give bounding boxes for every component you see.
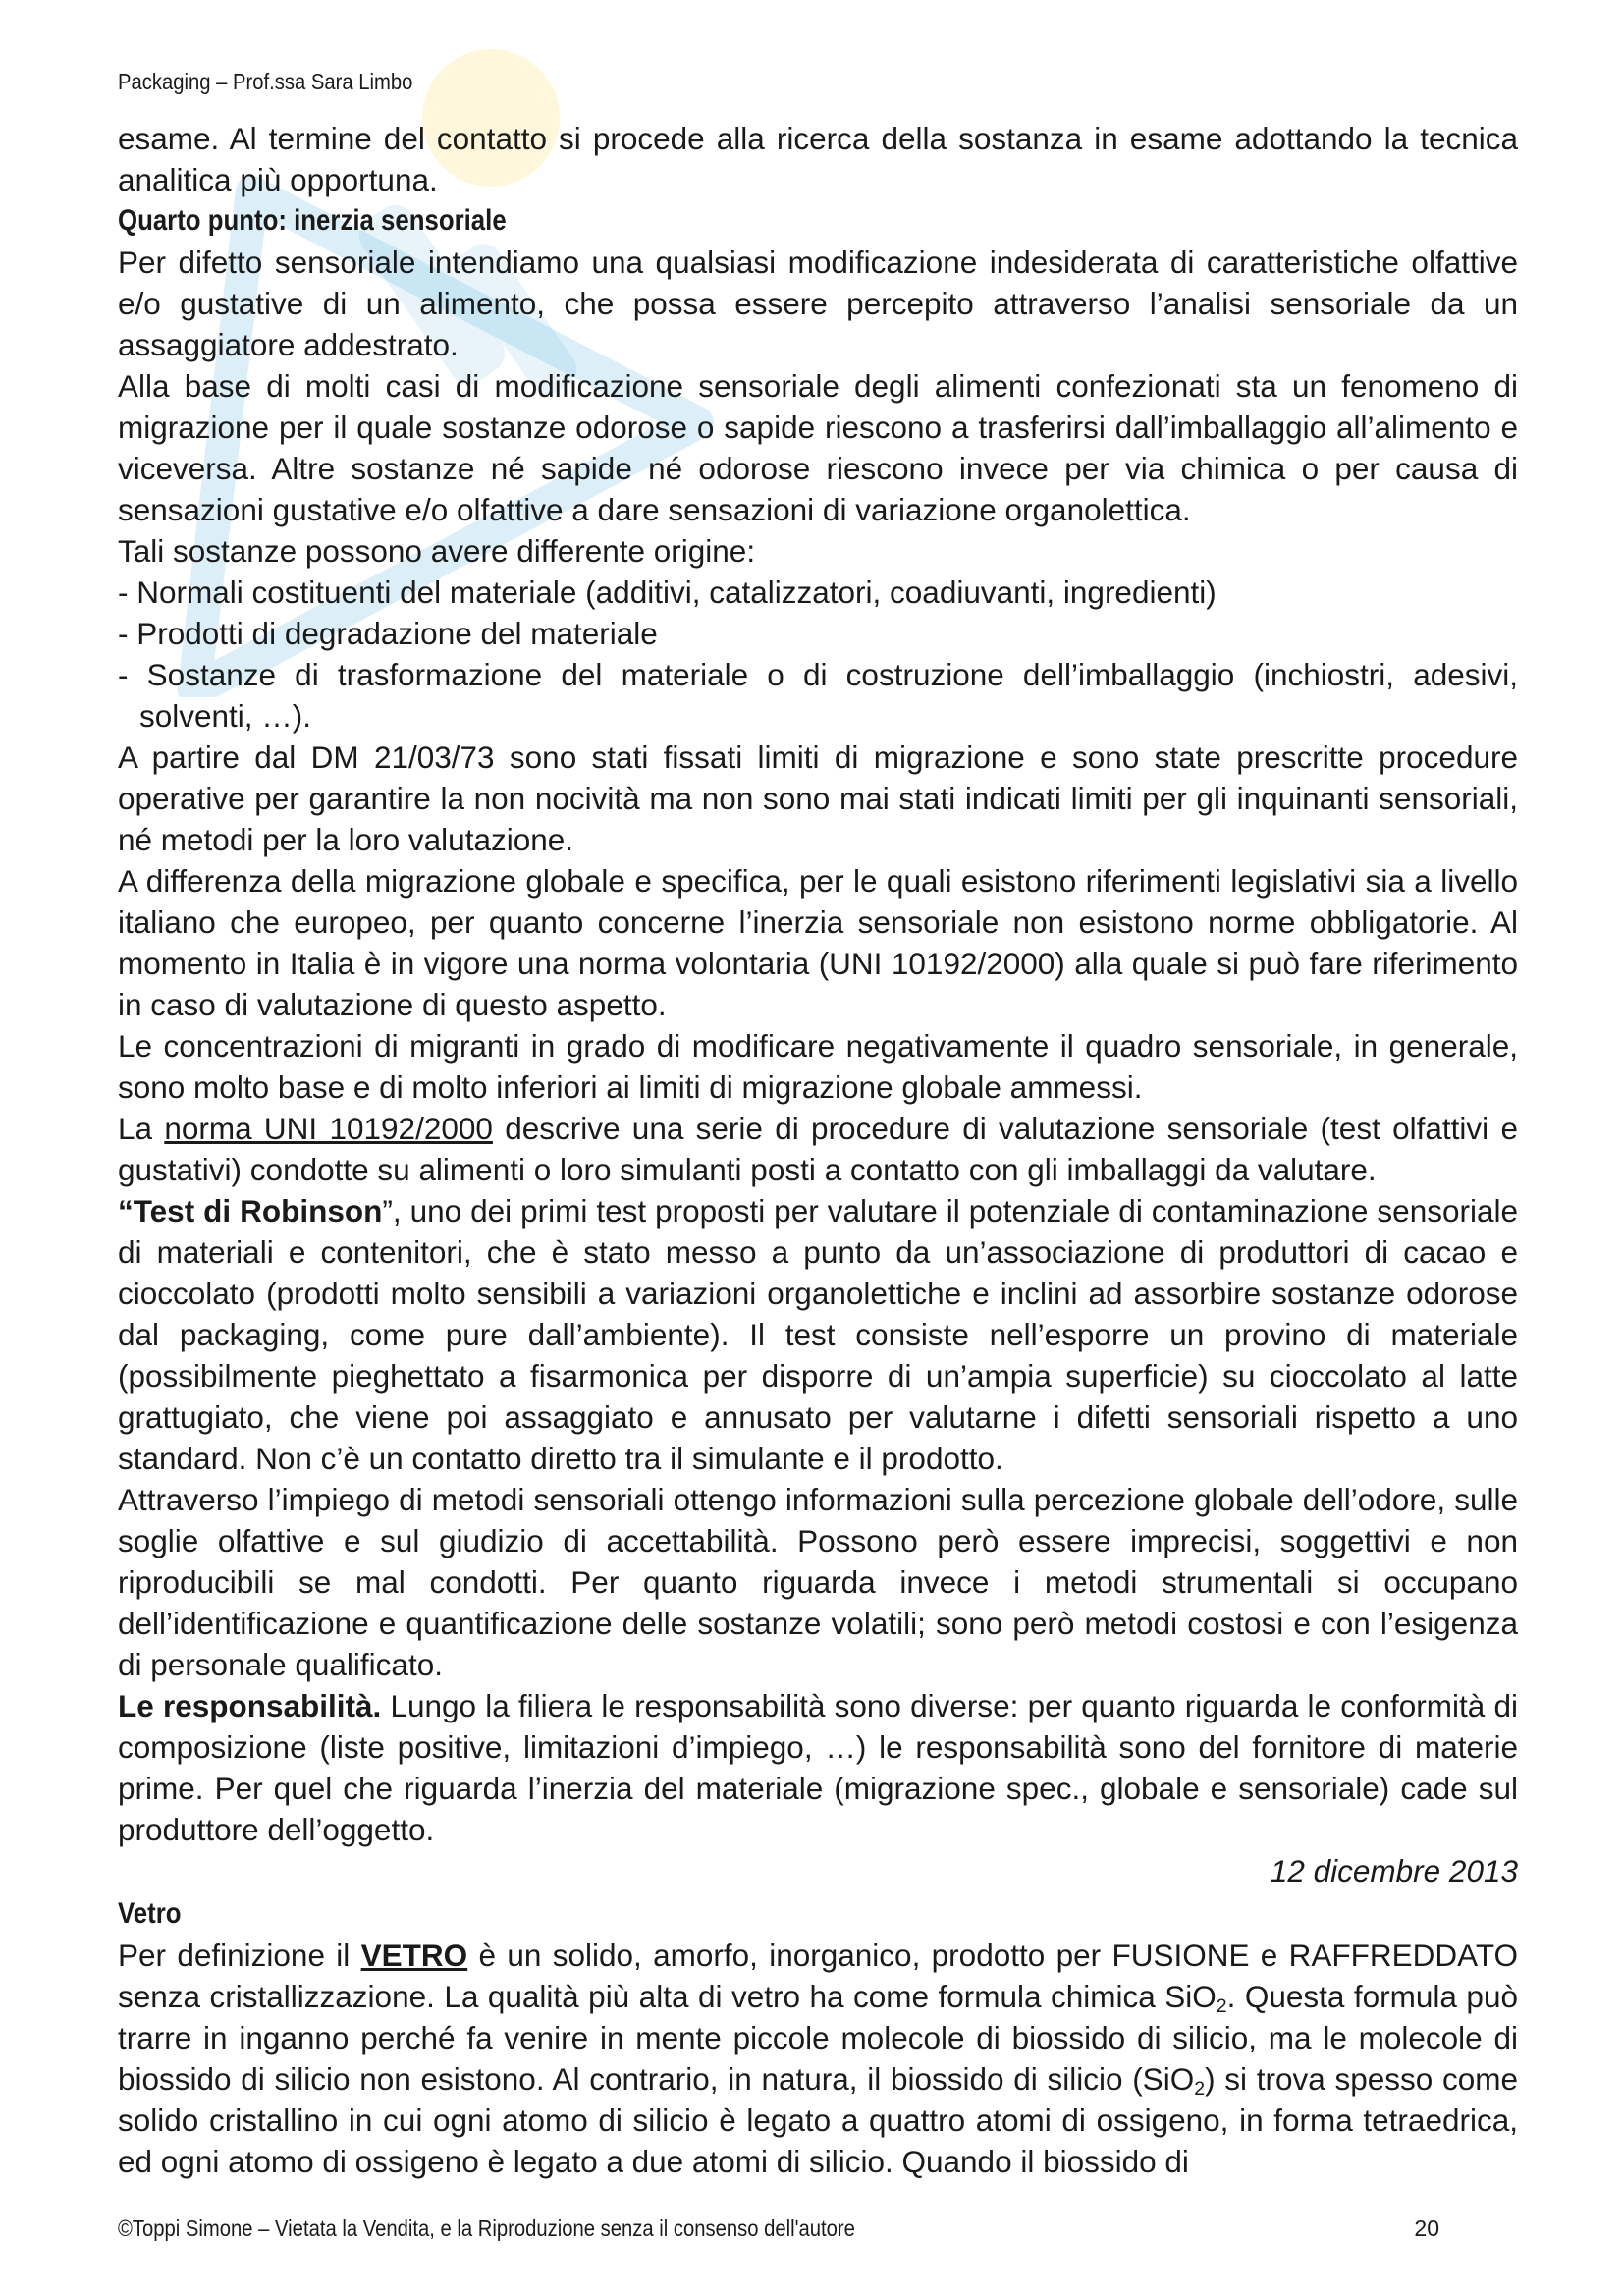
- norma-reference: norma UNI 10192/2000: [164, 1111, 493, 1146]
- robinson-text: ”, uno dei primi test proposti per valutare il potenziale di contaminazione sensoriale di materiali e contenitori, che è stato messo a punto da un’associazione di produttori di cacao e cioccolato (prodotti molto sensibili a variazioni organolettiche e inclini ad assorbire sostanze odorose dal packaging, come pure dall’ambiente). Il test consiste nell’esporre un provino di materiale (possibilmente pieghettato a fisarmonica per disporre di un’ampia superficie) su cioccolato al latte grattugiato, che viene poi assaggiato e annusato per valutarne i difetti sensoriali rispetto a uno standard. Non c’è un contatto diretto tra il simulante e il prodotto.: [118, 1193, 1519, 1476]
- robinson-title: “Test di Robinson: [118, 1193, 383, 1229]
- list-item: - Normali costituenti del materiale (additivi, catalizzatori, coadiuvanti, ingredienti): [118, 574, 1217, 610]
- responsabilita-title: Le responsabilità.: [118, 1688, 382, 1723]
- norma-text-post: descrive una serie di procedure di valutazione sensoriale (test olfattivi e gustativi) condotte su alimenti o loro simulanti posti a contatto con gli imballaggi da valutare.: [118, 1111, 1518, 1187]
- paragraph-responsabilita: [118, 1685, 1518, 1850]
- paragraph-concentrazioni: Le concentrazioni di migranti in grado di modificare negativamente il quadro sensoriale, in generale, sono molto base e di molto inferiori ai limiti di migrazione globale ammessi.: [118, 1028, 1518, 1105]
- paragraph-norma: [118, 1108, 1518, 1190]
- vetro-text-3: . Questa formula può trarre in inganno perché fa venire in mente piccole molecole di biossido di silicio, ma le molecole di biossido di silicio non esistono. Al contrario, in natura, il biossido di silicio (SiO: [118, 1979, 1518, 2097]
- paragraph-vetro: [118, 1935, 1518, 2182]
- paragraph-intro: esame. Al termine del contatto si procede alla ricerca della sostanza in esame adottando la tecnica analitica più opportuna.: [118, 121, 1518, 197]
- paragraph-robinson: [118, 1190, 1518, 1479]
- copyright-notice: ©Toppi Simone – Vietata la Vendita, e la Riproduzione senza il consenso dell'autore: [118, 2215, 855, 2241]
- subscript-2: 2: [1194, 2077, 1206, 2100]
- section-heading-inerzia: Quarto punto: inerzia sensoriale: [118, 204, 507, 237]
- paragraph-base: Alla base di molti casi di modificazione sensoriale degli alimenti confezionati sta un fenomeno di migrazione per il quale sostanze odorose o sapide riescono a trasferirsi dall’imballaggio all’alimento e viceversa. Altre sostanze né sapide né odorose riescono invece per via chimica o per causa di sensazioni gustative e/o olfattive a dare sensazioni di variazione organolettica.: [118, 368, 1518, 527]
- vetro-text-2: è un solido, amorfo, inorganico, prodotto per FUSIONE e RAFFREDDATO senza cristallizzazione. La qualità più alta di vetro ha come formula chimica SiO: [118, 1938, 1518, 2014]
- paragraph-dm: A partire dal DM 21/03/73 sono stati fissati limiti di migrazione e sono state prescritte procedure operative per garantire la non nocività ma non sono mai stati indicati limiti per gli inquinanti sensoriali, né metodi per la loro valutazione.: [118, 739, 1518, 857]
- list-item: - Prodotti di degradazione del materiale: [118, 616, 658, 651]
- lecture-date: 12 dicembre 2013: [1270, 1853, 1518, 1888]
- page-number: 20: [1414, 2215, 1439, 2241]
- paragraph-differenza: A differenza della migrazione globale e specifica, per le quali esistono riferimenti legislativi sia a livello italiano che europeo, per quanto concerne l’inerzia sensoriale non esistono norme obbligatorie. Al momento in Italia è in vigore una norma volontaria (UNI 10192/2000) alla quale si può fare riferimento in caso di valutazione di questo aspetto.: [118, 863, 1518, 1022]
- vetro-text-1: Per definizione il: [118, 1938, 361, 1973]
- norma-text-pre: La: [118, 1111, 165, 1146]
- responsabilita-text: Lungo la filiera le responsabilità sono diverse: per quanto riguarda le conformità di composizione (liste positive, limitazioni d’impiego, …) le responsabilità sono del fornitore di materie prime. Per quel che riguarda l’inerzia del materiale (migrazione spec., globale e sensoriale) cade sul produttore dell’oggetto.: [118, 1688, 1519, 1847]
- list-item: - Sostanze di trasformazione del materiale o di costruzione dell’imballaggio (inchiostri, adesivi, solventi, …).: [118, 657, 1518, 734]
- paragraph-difetto: Per difetto sensoriale intendiamo una qualsiasi modificazione indesiderata di caratteristiche olfattive e/o gustative di un alimento, che possa essere percepito attraverso l’analisi sensoriale da un assaggiatore addestrato.: [118, 245, 1518, 362]
- vetro-term: VETRO: [360, 1938, 468, 1973]
- subscript-2: 2: [1216, 1995, 1227, 2017]
- paragraph-attraverso: Attraverso l’impiego di metodi sensoriali ottengo informazioni sulla percezione globale dell’odore, sulle soglie olfattive e sul giudizio di accettabilità. Possono però essere imprecisi, soggettivi e non riproducibili se mal condotti. Per quanto riguarda invece i metodi strumentali si occupano dell’identificazione e quantificazione delle sostanze volatili; sono però metodi costosi e con l’esigenza di personale qualificato.: [118, 1482, 1518, 1682]
- paragraph-tali: Tali sostanze possono avere differente origine:: [118, 533, 756, 569]
- document-body: [118, 118, 1518, 2182]
- section-heading-vetro: Vetro: [118, 1897, 182, 1930]
- page-header: Packaging – Prof.ssa Sara Limbo: [118, 69, 413, 94]
- vetro-text-4: ) si trova spesso come solido cristallino in cui ogni atomo di silicio è legato a quattro atomi di ossigeno, in forma tetraedrica, ed ogni atomo di ossigeno è legato a due atomi di silicio. Quando il biossido di: [118, 2061, 1518, 2179]
